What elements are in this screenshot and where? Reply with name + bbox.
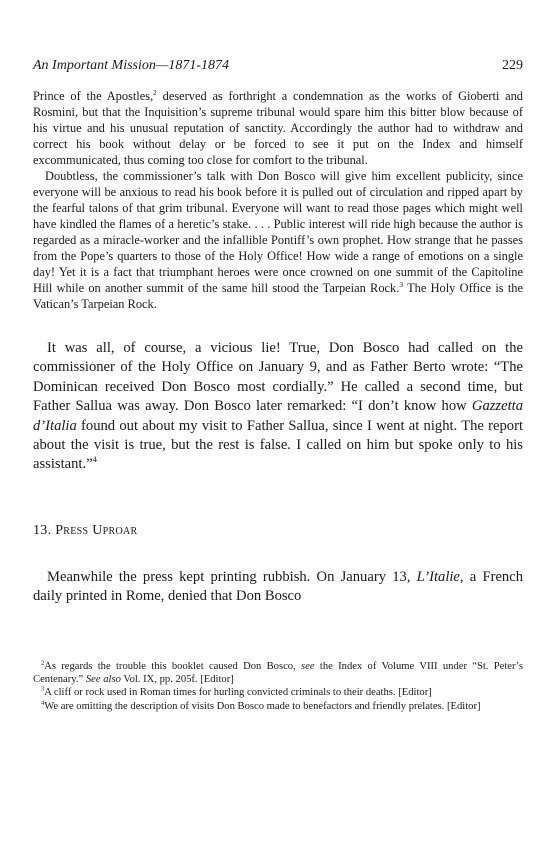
body-text (33, 339, 523, 475)
section-number: 13. (33, 523, 52, 538)
footnotes (33, 660, 523, 713)
footnote-ref-2: 2 (153, 87, 157, 97)
newspaper-title: Gazzetta d’Italia (33, 398, 523, 434)
body-paragraph: It was all, of course, a vicious lie! True, Don Bosco had called on the commissioner of the Holy Office on January 9, and as Father Berto wrote: “The Dominican received Don Bosco most cordially.” He called a second time, but Father Sallua was away. Don Bosco later remarked: “I don’t know how Gazzetta d’Italia found out about my visit to Father Sallua, since I went at night. The report about the visit is true, but the rest is false. I called on him but spoke only to his assistant.”$^4$ (33, 340, 523, 473)
footnote-ref-3: 3 (399, 279, 404, 289)
footnote-3: $^3$A cliff or rock used in Roman times for hurling convicted criminals to their deaths. [Editor] (41, 685, 432, 699)
quote-paragraph-1: Prince of the Apostles,$^2$ deserved as forthright a condemnation as the works of Gioberti and Rosmini, but that the Inquisition’s supreme tribunal would spare him this bitter blow because of his virtue and his unusual reputation of sanctity. Accordingly the author had to withdraw and correct his book without delay or be forced to see it put on the Index and himself excommunicated, thus coming too close for comfort to the tribunal. (33, 87, 524, 167)
page-header (33, 58, 523, 78)
quote-paragraph-2: Doubtless, the commissioner’s talk with Don Bosco will give him excellent publicity, since everyone will be anxious to read his book before it is pulled out of circulation and ripped apart by the fearful talons of that grim tribunal. Everyone will want to read those pages which might well have kindled the flames of a heretic’s stake. . . . Public interest will ride high because the author is regarded as a miracle-worker and the infallible Pontiff’s own prophet. How strange that he passes from the Pope’s quarters to those of the Holy Office! How wide a range of emotions on a single day! Yet it is a fact that triumphant heroes were once crowned on one summit of the Capitoline Hill while on another summit of the same hill stood the Tarpeian Rock.$^3$ The Holy Office is the Vatican’s Tarpeian Rock. (33, 169, 523, 311)
section-title: Press Uproar (55, 523, 138, 538)
running-title: An Important Mission—1871-1874 (33, 58, 229, 73)
block-quote (33, 88, 523, 312)
section-paragraph: Meanwhile the press kept printing rubbish. On January 13, L’Italie, a French daily printed in Rome, denied that Don Bosco (33, 569, 523, 605)
section-body-text (33, 568, 523, 607)
footnote-ref-4: 4 (92, 454, 97, 465)
page-number: 229 (502, 58, 523, 73)
newspaper-title: L’Italie (416, 569, 460, 585)
footnote-4: $^4$We are omitting the description of visits Don Bosco made to benefactors and friendly prelates. [Editor] (41, 699, 481, 712)
section-heading (33, 523, 523, 539)
footnote-2: $^2$As regards the trouble this booklet caused Don Bosco, see the Index of Volume VIII under “St. Peter’s Centenary.” See also Vol. IX, pp. 205f. [Editor] (33, 659, 523, 686)
